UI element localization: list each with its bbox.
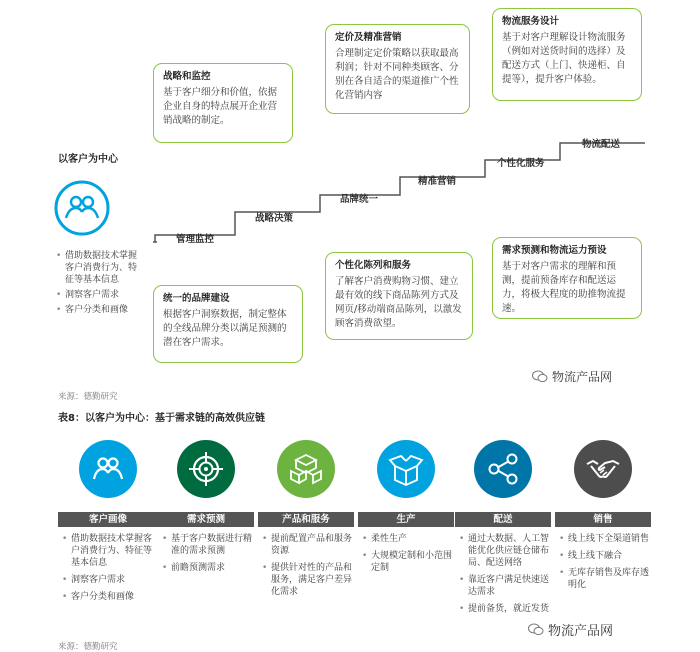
box-text: 基于对客户理解设计物流服务（例如对送货时间的选择）及配送方式（上门、快递柜、自提等），提升客户体验。 [502,32,626,85]
stair-label: 管理监控 [176,234,215,245]
list-item: • 通过大数据、人工智能优化供应链仓储布局、配送网络 [459,533,551,569]
column-demand-forecast [158,440,254,579]
target-icon [177,440,235,498]
list-item: • 靠近客户满足快速送达需求 [459,574,551,598]
wechat-icon [528,623,544,636]
stair-label: 精准营销 [418,176,457,187]
people-icon [54,180,110,236]
boxes-icon [277,440,335,498]
column-label: 产品和服务 [258,512,354,527]
box-text: 基于对客户需求的理解和预测，提前预备库存和配送运力，将极大程度的助推物流提速。 [502,261,626,314]
stair-label: 物流配送 [582,139,621,150]
watermark [528,620,613,639]
list-item: • 前瞻预测需求 [162,562,254,574]
column-label: 销售 [555,512,651,527]
watermark-text: 物流产品网 [548,624,614,639]
column-delivery [455,440,551,620]
box-title: 定价及精准营销 [335,32,402,43]
list-item: • 洞察客户需求 [62,574,158,586]
people-icon [79,440,137,498]
watermark-text: 物流产品网 [552,370,613,384]
pricing-box [325,24,470,114]
box-text: 合理制定定价策略以获取最高利润；针对不同种类顾客、分别在各自适合的渠道推广个性化营销内容 [335,48,459,101]
box-title: 个性化陈列和服务 [335,260,412,271]
list-item: • 线上线下全渠道销售 [559,533,651,545]
logistics-design-box [492,8,642,101]
list-item: • 大规模定制和小范围定制 [362,550,454,574]
display-box [325,252,473,340]
column-products-services [258,440,354,603]
list-item: • 客户分类和画像 [62,591,158,603]
list-item: • 无库存销售及库存透明化 [559,567,651,591]
column-production [358,440,454,579]
list-item: • 提供针对性的产品和服务，满足客户差异化需求 [262,562,354,598]
customer-bullets [56,250,141,319]
column-bullets [158,533,254,574]
strategy-box [153,63,293,143]
source-note: 来源：德勤研究 [58,642,118,652]
staircase-line [150,125,650,245]
wechat-icon [532,370,548,383]
box-title: 战略和监控 [163,71,211,82]
column-sales [555,440,651,596]
list-item: • 客户分类和画像 [56,304,141,316]
forecast-box [492,237,642,319]
stair-label: 个性化服务 [497,158,545,169]
column-bullets [258,533,354,598]
list-item: • 线上线下融合 [559,550,651,562]
list-item: • 借助数据技术掌握客户消费行为、特征等基本信息 [56,250,141,286]
list-item: • 借助数据技术掌握客户消费行为、特征等基本信息 [62,533,158,569]
list-item: • 提前备货，就近发货 [459,603,551,615]
brand-box [153,285,303,363]
open-box-icon [377,440,435,498]
source-note: 来源：德勤研究 [58,392,118,402]
box-text: 了解客户消费购物习惯、建立最有效的线下商品陈列方式及网页/移动端商品陈列，以激发顾客消费欲望。 [335,276,462,329]
list-item: • 基于客户数据进行精准的需求预测 [162,533,254,557]
list-item: • 洞察客户需求 [56,289,141,301]
box-text: 根据客户洞察数据，制定整体的全线品牌分类以满足预测的潜在客户需求。 [163,309,287,348]
column-label: 生产 [358,512,454,527]
column-label: 配送 [455,512,551,527]
column-bullets [58,533,158,603]
box-text: 基于客户细分和价值，依据企业自身的特点展开企业营销战略的制定。 [163,87,278,126]
customer-center-title: 以客户为中心 [58,154,118,165]
list-item: • 提前配置产品和服务资源 [262,533,354,557]
box-title: 需求预测和物流运力预设 [502,245,607,256]
handshake-icon [574,440,632,498]
box-title: 物流服务设计 [502,16,560,27]
column-label: 客户画像 [58,512,158,527]
stair-label: 战略决策 [255,213,294,224]
box-title: 统一的品牌建设 [163,293,230,304]
column-bullets [358,533,454,574]
column-label: 需求预测 [158,512,254,527]
watermark [532,368,612,385]
column-customer-profile [58,440,158,608]
stair-label: 品牌统一 [340,194,379,205]
column-bullets [555,533,651,591]
column-bullets [455,533,551,615]
share-icon [474,440,532,498]
figure-title: 表8：以客户为中心：基于需求链的高效供应链 [58,413,265,424]
list-item: • 柔性生产 [362,533,454,545]
